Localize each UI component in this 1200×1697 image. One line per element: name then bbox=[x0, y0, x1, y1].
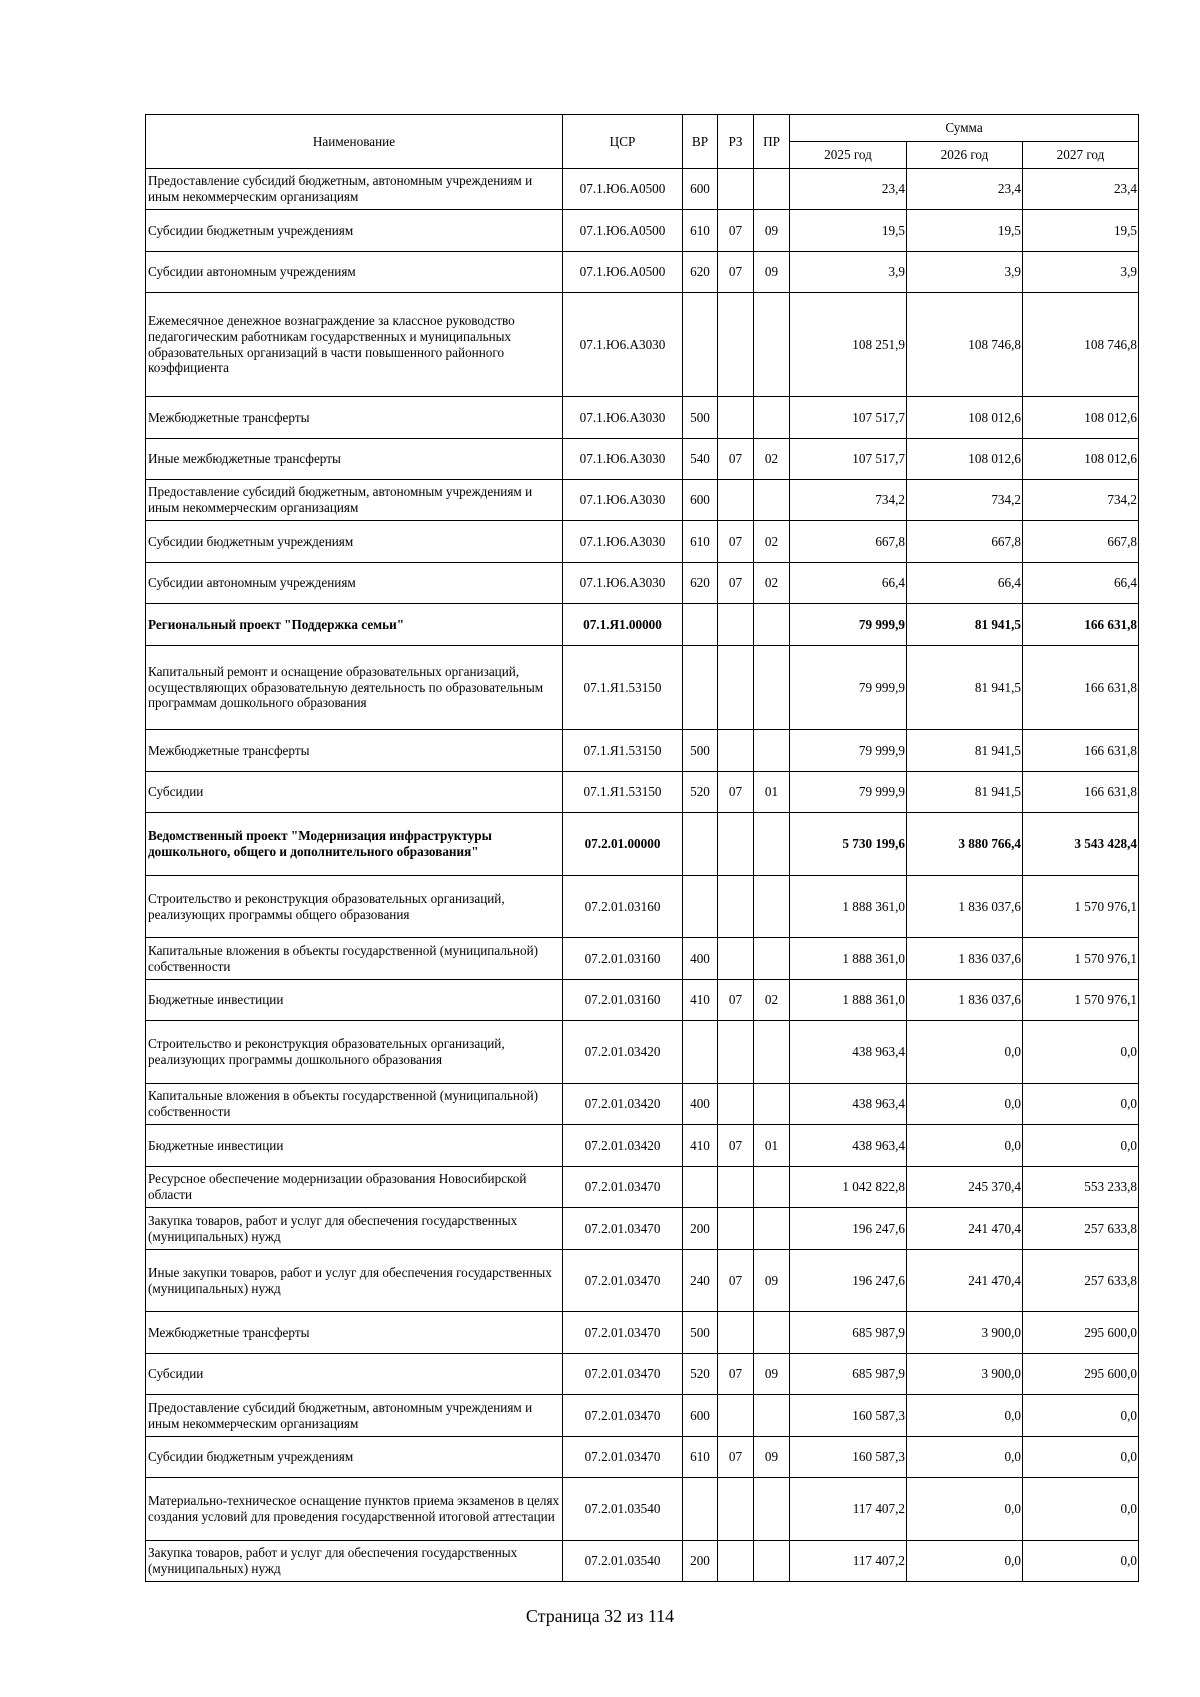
cell-vr: 600 bbox=[683, 169, 718, 210]
cell-vr: 240 bbox=[683, 1250, 718, 1312]
cell-csr: 07.2.01.03470 bbox=[563, 1167, 683, 1208]
cell-rz bbox=[718, 813, 754, 876]
cell-sum-2025: 79 999,9 bbox=[790, 604, 907, 646]
budget-table bbox=[145, 114, 1139, 1582]
cell-csr: 07.1.Я1.53150 bbox=[563, 646, 683, 730]
table-row bbox=[146, 1437, 1139, 1478]
cell-rz bbox=[718, 1541, 754, 1582]
cell-vr bbox=[683, 876, 718, 938]
cell-sum-2027: 0,0 bbox=[1023, 1084, 1139, 1125]
cell-name: Материально-техническое оснащение пунктов приема экзаменов в целях создания условий для проведения государственной итоговой аттестации bbox=[146, 1478, 563, 1541]
table-row bbox=[146, 1167, 1139, 1208]
cell-sum-2027: 66,4 bbox=[1023, 563, 1139, 604]
cell-vr: 400 bbox=[683, 1084, 718, 1125]
cell-pr bbox=[754, 604, 790, 646]
cell-sum-2027: 0,0 bbox=[1023, 1541, 1139, 1582]
cell-rz bbox=[718, 646, 754, 730]
cell-vr bbox=[683, 646, 718, 730]
cell-name: Бюджетные инвестиции bbox=[146, 980, 563, 1021]
cell-rz bbox=[718, 397, 754, 439]
cell-csr: 07.2.01.03470 bbox=[563, 1208, 683, 1250]
table-row bbox=[146, 210, 1139, 252]
cell-rz bbox=[718, 1208, 754, 1250]
cell-sum-2026: 0,0 bbox=[907, 1021, 1023, 1084]
table-row bbox=[146, 439, 1139, 480]
cell-sum-2025: 79 999,9 bbox=[790, 646, 907, 730]
cell-sum-2025: 107 517,7 bbox=[790, 397, 907, 439]
cell-pr: 01 bbox=[754, 772, 790, 813]
cell-sum-2026: 1 836 037,6 bbox=[907, 980, 1023, 1021]
cell-csr: 07.2.01.00000 bbox=[563, 813, 683, 876]
cell-vr: 520 bbox=[683, 1354, 718, 1395]
header-year-2026: 2026 год bbox=[907, 142, 1023, 169]
cell-name: Региональный проект "Поддержка семьи" bbox=[146, 604, 563, 646]
cell-name: Капитальные вложения в объекты государственной (муниципальной) собственности bbox=[146, 938, 563, 980]
cell-name: Предоставление субсидий бюджетным, автономным учреждениям и иным некоммерческим организациям bbox=[146, 1395, 563, 1437]
cell-csr: 07.1.Ю6.А3030 bbox=[563, 480, 683, 521]
cell-rz bbox=[718, 1312, 754, 1354]
cell-name: Межбюджетные трансферты bbox=[146, 397, 563, 439]
cell-sum-2027: 0,0 bbox=[1023, 1437, 1139, 1478]
cell-pr: 09 bbox=[754, 1437, 790, 1478]
cell-pr bbox=[754, 480, 790, 521]
cell-name: Ресурсное обеспечение модернизации образования Новосибирской области bbox=[146, 1167, 563, 1208]
cell-csr: 07.1.Ю6.А3030 bbox=[563, 293, 683, 397]
cell-vr: 610 bbox=[683, 521, 718, 563]
cell-csr: 07.2.01.03160 bbox=[563, 980, 683, 1021]
cell-sum-2025: 19,5 bbox=[790, 210, 907, 252]
cell-sum-2025: 160 587,3 bbox=[790, 1437, 907, 1478]
cell-sum-2026: 0,0 bbox=[907, 1084, 1023, 1125]
cell-name: Предоставление субсидий бюджетным, автономным учреждениям и иным некоммерческим организациям bbox=[146, 169, 563, 210]
cell-rz bbox=[718, 1478, 754, 1541]
cell-rz bbox=[718, 938, 754, 980]
cell-csr: 07.2.01.03540 bbox=[563, 1478, 683, 1541]
cell-sum-2026: 667,8 bbox=[907, 521, 1023, 563]
cell-pr: 02 bbox=[754, 439, 790, 480]
cell-name: Предоставление субсидий бюджетным, автономным учреждениям и иным некоммерческим организациям bbox=[146, 480, 563, 521]
cell-pr bbox=[754, 813, 790, 876]
cell-csr: 07.2.01.03470 bbox=[563, 1395, 683, 1437]
cell-rz bbox=[718, 876, 754, 938]
cell-vr: 410 bbox=[683, 1125, 718, 1167]
table-row bbox=[146, 604, 1139, 646]
table-row bbox=[146, 169, 1139, 210]
cell-name: Межбюджетные трансферты bbox=[146, 730, 563, 772]
cell-pr bbox=[754, 1167, 790, 1208]
cell-vr: 200 bbox=[683, 1208, 718, 1250]
cell-csr: 07.1.Я1.53150 bbox=[563, 772, 683, 813]
cell-sum-2025: 1 888 361,0 bbox=[790, 980, 907, 1021]
cell-csr: 07.1.Ю6.А0500 bbox=[563, 169, 683, 210]
cell-pr bbox=[754, 938, 790, 980]
cell-csr: 07.1.Ю6.А0500 bbox=[563, 252, 683, 293]
table-row bbox=[146, 1478, 1139, 1541]
header-name: Наименование bbox=[146, 115, 563, 169]
cell-sum-2026: 241 470,4 bbox=[907, 1250, 1023, 1312]
cell-csr: 07.1.Ю6.А3030 bbox=[563, 563, 683, 604]
table-header bbox=[146, 115, 1139, 169]
cell-sum-2026: 81 941,5 bbox=[907, 730, 1023, 772]
cell-vr: 610 bbox=[683, 1437, 718, 1478]
cell-name: Субсидии автономным учреждениям bbox=[146, 252, 563, 293]
table-row bbox=[146, 1125, 1139, 1167]
cell-sum-2026: 3 900,0 bbox=[907, 1312, 1023, 1354]
cell-rz bbox=[718, 730, 754, 772]
cell-csr: 07.2.01.03160 bbox=[563, 938, 683, 980]
cell-sum-2025: 23,4 bbox=[790, 169, 907, 210]
cell-sum-2027: 734,2 bbox=[1023, 480, 1139, 521]
cell-sum-2026: 0,0 bbox=[907, 1395, 1023, 1437]
cell-pr bbox=[754, 876, 790, 938]
cell-sum-2025: 667,8 bbox=[790, 521, 907, 563]
cell-name: Субсидии bbox=[146, 1354, 563, 1395]
cell-vr: 600 bbox=[683, 1395, 718, 1437]
cell-sum-2026: 19,5 bbox=[907, 210, 1023, 252]
header-year-2027: 2027 год bbox=[1023, 142, 1139, 169]
cell-pr: 09 bbox=[754, 1250, 790, 1312]
cell-rz: 07 bbox=[718, 439, 754, 480]
cell-vr: 610 bbox=[683, 210, 718, 252]
cell-sum-2026: 3 880 766,4 bbox=[907, 813, 1023, 876]
cell-sum-2025: 1 042 822,8 bbox=[790, 1167, 907, 1208]
cell-csr: 07.1.Я1.00000 bbox=[563, 604, 683, 646]
cell-csr: 07.2.01.03540 bbox=[563, 1541, 683, 1582]
cell-sum-2025: 117 407,2 bbox=[790, 1541, 907, 1582]
cell-sum-2025: 66,4 bbox=[790, 563, 907, 604]
cell-pr bbox=[754, 1312, 790, 1354]
cell-sum-2025: 3,9 bbox=[790, 252, 907, 293]
cell-pr bbox=[754, 293, 790, 397]
cell-pr bbox=[754, 1021, 790, 1084]
cell-sum-2025: 438 963,4 bbox=[790, 1125, 907, 1167]
table-row bbox=[146, 1021, 1139, 1084]
cell-sum-2027: 166 631,8 bbox=[1023, 730, 1139, 772]
cell-vr bbox=[683, 1167, 718, 1208]
cell-sum-2025: 79 999,9 bbox=[790, 772, 907, 813]
table-row bbox=[146, 813, 1139, 876]
cell-vr: 620 bbox=[683, 563, 718, 604]
cell-pr: 02 bbox=[754, 980, 790, 1021]
cell-sum-2027: 166 631,8 bbox=[1023, 646, 1139, 730]
cell-pr bbox=[754, 1478, 790, 1541]
cell-pr bbox=[754, 1084, 790, 1125]
cell-pr: 09 bbox=[754, 1354, 790, 1395]
cell-rz: 07 bbox=[718, 1354, 754, 1395]
cell-pr: 02 bbox=[754, 563, 790, 604]
header-sum: Сумма bbox=[790, 115, 1139, 142]
table-row bbox=[146, 1208, 1139, 1250]
cell-name: Иные межбюджетные трансферты bbox=[146, 439, 563, 480]
cell-csr: 07.2.01.03470 bbox=[563, 1250, 683, 1312]
cell-csr: 07.1.Ю6.А3030 bbox=[563, 397, 683, 439]
cell-rz bbox=[718, 604, 754, 646]
cell-pr bbox=[754, 1541, 790, 1582]
table-row bbox=[146, 397, 1139, 439]
cell-vr: 200 bbox=[683, 1541, 718, 1582]
cell-sum-2025: 685 987,9 bbox=[790, 1354, 907, 1395]
cell-sum-2027: 166 631,8 bbox=[1023, 772, 1139, 813]
cell-vr bbox=[683, 813, 718, 876]
cell-sum-2027: 23,4 bbox=[1023, 169, 1139, 210]
cell-vr: 500 bbox=[683, 730, 718, 772]
cell-sum-2026: 81 941,5 bbox=[907, 646, 1023, 730]
table-row bbox=[146, 772, 1139, 813]
cell-sum-2026: 1 836 037,6 bbox=[907, 876, 1023, 938]
table-row bbox=[146, 252, 1139, 293]
table-row bbox=[146, 1312, 1139, 1354]
cell-pr: 01 bbox=[754, 1125, 790, 1167]
table-row bbox=[146, 1395, 1139, 1437]
cell-sum-2027: 3,9 bbox=[1023, 252, 1139, 293]
table-row bbox=[146, 1354, 1139, 1395]
cell-sum-2027: 108 012,6 bbox=[1023, 397, 1139, 439]
cell-sum-2027: 166 631,8 bbox=[1023, 604, 1139, 646]
table-row bbox=[146, 730, 1139, 772]
cell-csr: 07.1.Ю6.А0500 bbox=[563, 210, 683, 252]
cell-rz bbox=[718, 480, 754, 521]
cell-sum-2025: 108 251,9 bbox=[790, 293, 907, 397]
table-row bbox=[146, 876, 1139, 938]
table-row bbox=[146, 563, 1139, 604]
cell-sum-2026: 66,4 bbox=[907, 563, 1023, 604]
cell-name: Закупка товаров, работ и услуг для обеспечения государственных (муниципальных) нужд bbox=[146, 1541, 563, 1582]
cell-sum-2027: 553 233,8 bbox=[1023, 1167, 1139, 1208]
header-rz: РЗ bbox=[718, 115, 754, 169]
cell-csr: 07.2.01.03420 bbox=[563, 1125, 683, 1167]
cell-name: Субсидии бюджетным учреждениям bbox=[146, 521, 563, 563]
cell-sum-2027: 0,0 bbox=[1023, 1478, 1139, 1541]
cell-name: Иные закупки товаров, работ и услуг для обеспечения государственных (муниципальных) нужд bbox=[146, 1250, 563, 1312]
cell-rz bbox=[718, 1167, 754, 1208]
cell-pr bbox=[754, 646, 790, 730]
cell-rz bbox=[718, 169, 754, 210]
cell-sum-2025: 1 888 361,0 bbox=[790, 938, 907, 980]
cell-pr bbox=[754, 1208, 790, 1250]
table-body bbox=[146, 169, 1139, 1582]
cell-vr: 400 bbox=[683, 938, 718, 980]
cell-vr: 540 bbox=[683, 439, 718, 480]
cell-sum-2025: 1 888 361,0 bbox=[790, 876, 907, 938]
table-row bbox=[146, 1541, 1139, 1582]
cell-vr bbox=[683, 1478, 718, 1541]
cell-sum-2026: 108 012,6 bbox=[907, 439, 1023, 480]
cell-sum-2026: 108 012,6 bbox=[907, 397, 1023, 439]
table-row bbox=[146, 1250, 1139, 1312]
cell-sum-2027: 295 600,0 bbox=[1023, 1354, 1139, 1395]
cell-sum-2026: 0,0 bbox=[907, 1437, 1023, 1478]
cell-rz bbox=[718, 1395, 754, 1437]
cell-csr: 07.1.Ю6.А3030 bbox=[563, 439, 683, 480]
cell-vr: 410 bbox=[683, 980, 718, 1021]
cell-csr: 07.2.01.03470 bbox=[563, 1354, 683, 1395]
cell-sum-2026: 241 470,4 bbox=[907, 1208, 1023, 1250]
cell-sum-2027: 667,8 bbox=[1023, 521, 1139, 563]
cell-sum-2026: 1 836 037,6 bbox=[907, 938, 1023, 980]
cell-csr: 07.1.Ю6.А3030 bbox=[563, 521, 683, 563]
cell-sum-2027: 19,5 bbox=[1023, 210, 1139, 252]
cell-vr bbox=[683, 1021, 718, 1084]
table-row bbox=[146, 293, 1139, 397]
cell-name: Ведомственный проект "Модернизация инфраструктуры дошкольного, общего и дополнительного образования" bbox=[146, 813, 563, 876]
cell-sum-2026: 734,2 bbox=[907, 480, 1023, 521]
table-row bbox=[146, 938, 1139, 980]
cell-rz: 07 bbox=[718, 1437, 754, 1478]
cell-vr: 620 bbox=[683, 252, 718, 293]
cell-name: Субсидии бюджетным учреждениям bbox=[146, 210, 563, 252]
table-row bbox=[146, 521, 1139, 563]
cell-name: Межбюджетные трансферты bbox=[146, 1312, 563, 1354]
cell-sum-2026: 0,0 bbox=[907, 1125, 1023, 1167]
cell-csr: 07.1.Я1.53150 bbox=[563, 730, 683, 772]
cell-sum-2026: 81 941,5 bbox=[907, 604, 1023, 646]
cell-sum-2027: 0,0 bbox=[1023, 1021, 1139, 1084]
cell-sum-2025: 117 407,2 bbox=[790, 1478, 907, 1541]
cell-pr: 09 bbox=[754, 252, 790, 293]
cell-sum-2025: 196 247,6 bbox=[790, 1208, 907, 1250]
cell-name: Закупка товаров, работ и услуг для обеспечения государственных (муниципальных) нужд bbox=[146, 1208, 563, 1250]
cell-vr: 500 bbox=[683, 397, 718, 439]
cell-csr: 07.2.01.03420 bbox=[563, 1084, 683, 1125]
cell-sum-2027: 1 570 976,1 bbox=[1023, 938, 1139, 980]
cell-pr: 09 bbox=[754, 210, 790, 252]
cell-pr bbox=[754, 730, 790, 772]
cell-rz bbox=[718, 293, 754, 397]
header-year-2025: 2025 год bbox=[790, 142, 907, 169]
cell-rz: 07 bbox=[718, 772, 754, 813]
cell-rz: 07 bbox=[718, 210, 754, 252]
cell-sum-2025: 734,2 bbox=[790, 480, 907, 521]
cell-vr bbox=[683, 604, 718, 646]
cell-sum-2025: 438 963,4 bbox=[790, 1021, 907, 1084]
cell-rz: 07 bbox=[718, 980, 754, 1021]
page-number: Страница 32 из 114 bbox=[525, 1606, 675, 1626]
cell-sum-2025: 685 987,9 bbox=[790, 1312, 907, 1354]
cell-name: Субсидии bbox=[146, 772, 563, 813]
cell-sum-2027: 0,0 bbox=[1023, 1125, 1139, 1167]
cell-sum-2027: 108 012,6 bbox=[1023, 439, 1139, 480]
cell-sum-2025: 79 999,9 bbox=[790, 730, 907, 772]
cell-name: Капитальный ремонт и оснащение образовательных организаций, осуществляющих образовательную деятельность по образовательным программам дошкольного образования bbox=[146, 646, 563, 730]
header-csr: ЦСР bbox=[563, 115, 683, 169]
cell-name: Ежемесячное денежное вознаграждение за классное руководство педагогическим работникам государственных и муниципальных образовательных организаций в части повышенного районного коэффициента bbox=[146, 293, 563, 397]
cell-sum-2025: 196 247,6 bbox=[790, 1250, 907, 1312]
cell-vr: 600 bbox=[683, 480, 718, 521]
cell-pr bbox=[754, 169, 790, 210]
cell-name: Субсидии автономным учреждениям bbox=[146, 563, 563, 604]
cell-rz: 07 bbox=[718, 1250, 754, 1312]
cell-rz: 07 bbox=[718, 521, 754, 563]
cell-rz bbox=[718, 1021, 754, 1084]
cell-sum-2027: 1 570 976,1 bbox=[1023, 980, 1139, 1021]
cell-csr: 07.2.01.03470 bbox=[563, 1312, 683, 1354]
cell-sum-2027: 108 746,8 bbox=[1023, 293, 1139, 397]
cell-sum-2026: 23,4 bbox=[907, 169, 1023, 210]
cell-sum-2026: 0,0 bbox=[907, 1478, 1023, 1541]
cell-sum-2026: 3,9 bbox=[907, 252, 1023, 293]
cell-rz: 07 bbox=[718, 1125, 754, 1167]
cell-sum-2025: 107 517,7 bbox=[790, 439, 907, 480]
cell-sum-2025: 438 963,4 bbox=[790, 1084, 907, 1125]
cell-csr: 07.2.01.03470 bbox=[563, 1437, 683, 1478]
cell-name: Бюджетные инвестиции bbox=[146, 1125, 563, 1167]
cell-vr bbox=[683, 293, 718, 397]
table-row bbox=[146, 980, 1139, 1021]
cell-vr: 520 bbox=[683, 772, 718, 813]
cell-sum-2026: 81 941,5 bbox=[907, 772, 1023, 813]
cell-sum-2027: 257 633,8 bbox=[1023, 1250, 1139, 1312]
cell-pr: 02 bbox=[754, 521, 790, 563]
cell-sum-2027: 0,0 bbox=[1023, 1395, 1139, 1437]
cell-rz: 07 bbox=[718, 252, 754, 293]
cell-sum-2026: 3 900,0 bbox=[907, 1354, 1023, 1395]
cell-sum-2026: 245 370,4 bbox=[907, 1167, 1023, 1208]
cell-name: Субсидии бюджетным учреждениям bbox=[146, 1437, 563, 1478]
table-row bbox=[146, 480, 1139, 521]
cell-rz bbox=[718, 1084, 754, 1125]
cell-vr: 500 bbox=[683, 1312, 718, 1354]
cell-sum-2027: 3 543 428,4 bbox=[1023, 813, 1139, 876]
cell-sum-2027: 295 600,0 bbox=[1023, 1312, 1139, 1354]
cell-sum-2027: 257 633,8 bbox=[1023, 1208, 1139, 1250]
cell-csr: 07.2.01.03420 bbox=[563, 1021, 683, 1084]
header-pr: ПР bbox=[754, 115, 790, 169]
cell-rz: 07 bbox=[718, 563, 754, 604]
cell-name: Строительство и реконструкция образовательных организаций, реализующих программы общего образования bbox=[146, 876, 563, 938]
cell-name: Строительство и реконструкция образовательных организаций, реализующих программы дошкольного образования bbox=[146, 1021, 563, 1084]
cell-pr bbox=[754, 1395, 790, 1437]
cell-name: Капитальные вложения в объекты государственной (муниципальной) собственности bbox=[146, 1084, 563, 1125]
cell-pr bbox=[754, 397, 790, 439]
header-vr: ВР bbox=[683, 115, 718, 169]
cell-sum-2026: 108 746,8 bbox=[907, 293, 1023, 397]
cell-sum-2025: 5 730 199,6 bbox=[790, 813, 907, 876]
table-row bbox=[146, 646, 1139, 730]
cell-sum-2025: 160 587,3 bbox=[790, 1395, 907, 1437]
table-row bbox=[146, 1084, 1139, 1125]
cell-sum-2027: 1 570 976,1 bbox=[1023, 876, 1139, 938]
cell-sum-2026: 0,0 bbox=[907, 1541, 1023, 1582]
cell-csr: 07.2.01.03160 bbox=[563, 876, 683, 938]
